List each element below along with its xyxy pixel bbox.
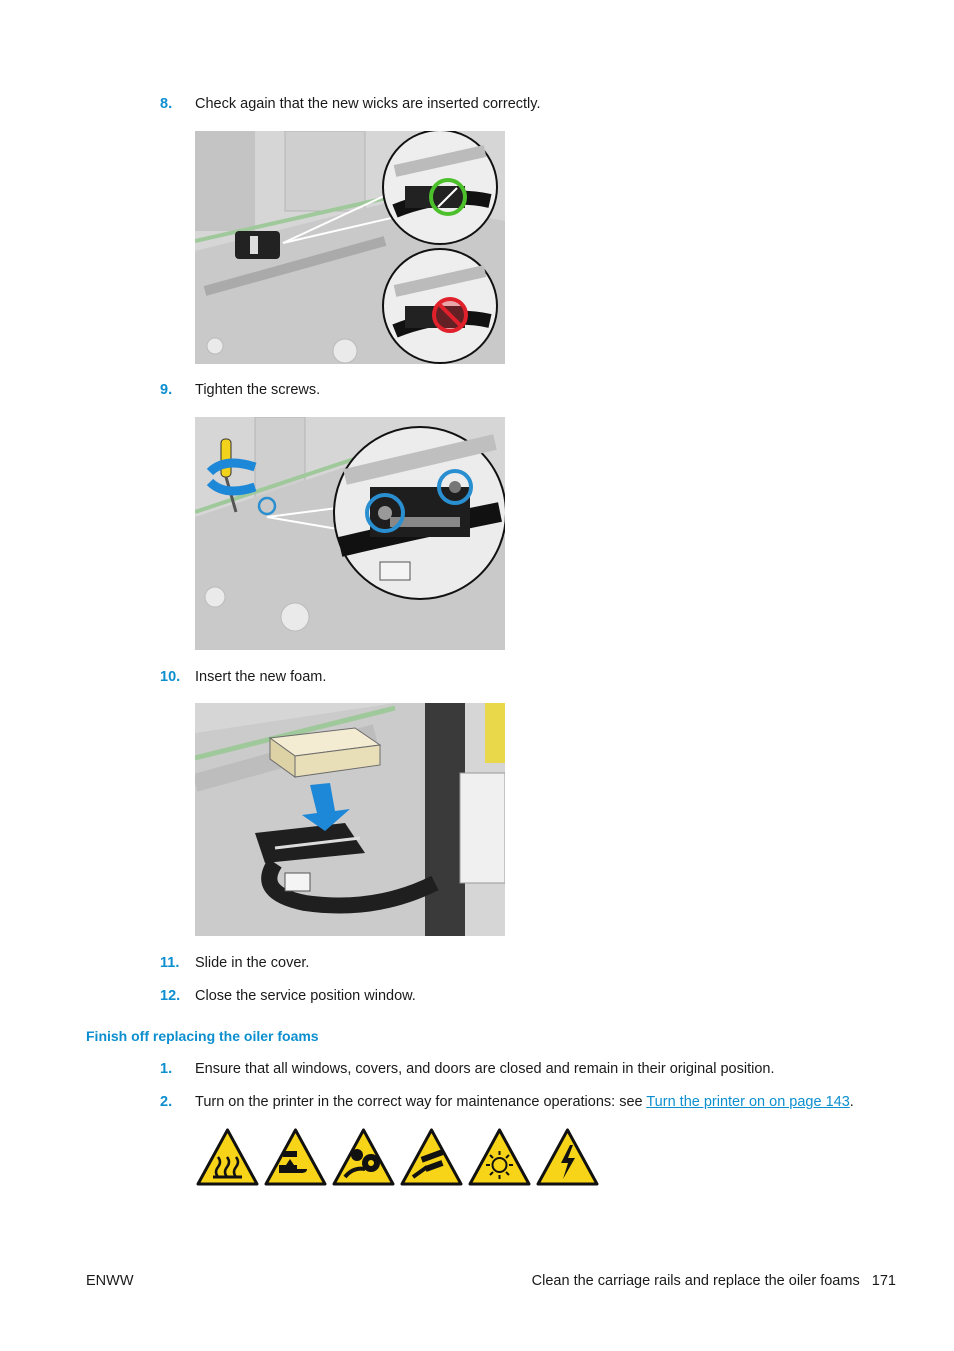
finish-step-2: [160, 1092, 854, 1112]
step-11: [160, 953, 309, 973]
section-heading: Finish off replacing the oiler foams: [86, 1028, 319, 1044]
electric-shock-icon: [535, 1127, 600, 1187]
cross-reference-link[interactable]: Turn the printer on on page 143: [646, 1094, 850, 1110]
step-8: [160, 94, 540, 114]
step-text-suffix: .: [849, 1094, 854, 1110]
footer-chapter-title: Clean the carriage rails and replace the oiler foams: [531, 1273, 860, 1289]
pinch-point-icon: [399, 1127, 464, 1187]
step-number: 10.: [160, 669, 181, 685]
step-text: Tighten the screws.: [195, 382, 321, 398]
figure-insert-foam: [195, 703, 505, 936]
hand-crush-icon: [263, 1127, 328, 1187]
step-text: Close the service position window.: [195, 988, 416, 1004]
step-text: Slide in the cover.: [195, 955, 310, 971]
step-12: [160, 986, 416, 1006]
zoom-detail-incorrect: [383, 249, 497, 363]
infrared-radiation-icon: [467, 1127, 532, 1187]
footer-right: [532, 1271, 896, 1291]
hot-surface-icon: [195, 1127, 260, 1187]
step-number: 11.: [160, 955, 180, 971]
step-number: 9.: [160, 382, 173, 398]
step-text: Check again that the new wicks are inserted correctly.: [195, 96, 541, 112]
finish-step-1: [160, 1059, 775, 1079]
warning-icons-row: [195, 1127, 605, 1189]
zoom-detail-screws: [334, 427, 505, 599]
step-number: 1.: [160, 1061, 173, 1077]
step-text: Turn on the printer in the correct way for maintenance operations: see: [195, 1094, 647, 1110]
step-number: 8.: [160, 96, 173, 112]
figure-tighten-screws: [195, 417, 505, 650]
step-number: 2.: [160, 1094, 173, 1110]
step-10: [160, 667, 326, 687]
gear-entanglement-icon: [331, 1127, 396, 1187]
page-number: 171: [871, 1273, 896, 1289]
step-text: Ensure that all windows, covers, and doors are closed and remain in their original position.: [195, 1061, 775, 1077]
step-9: [160, 380, 320, 400]
step-number: 12.: [160, 988, 181, 1004]
zoom-detail-correct: [383, 131, 497, 244]
footer-left: ENWW: [86, 1273, 134, 1289]
step-text: Insert the new foam.: [195, 669, 327, 685]
figure-check-wicks: [195, 131, 505, 364]
